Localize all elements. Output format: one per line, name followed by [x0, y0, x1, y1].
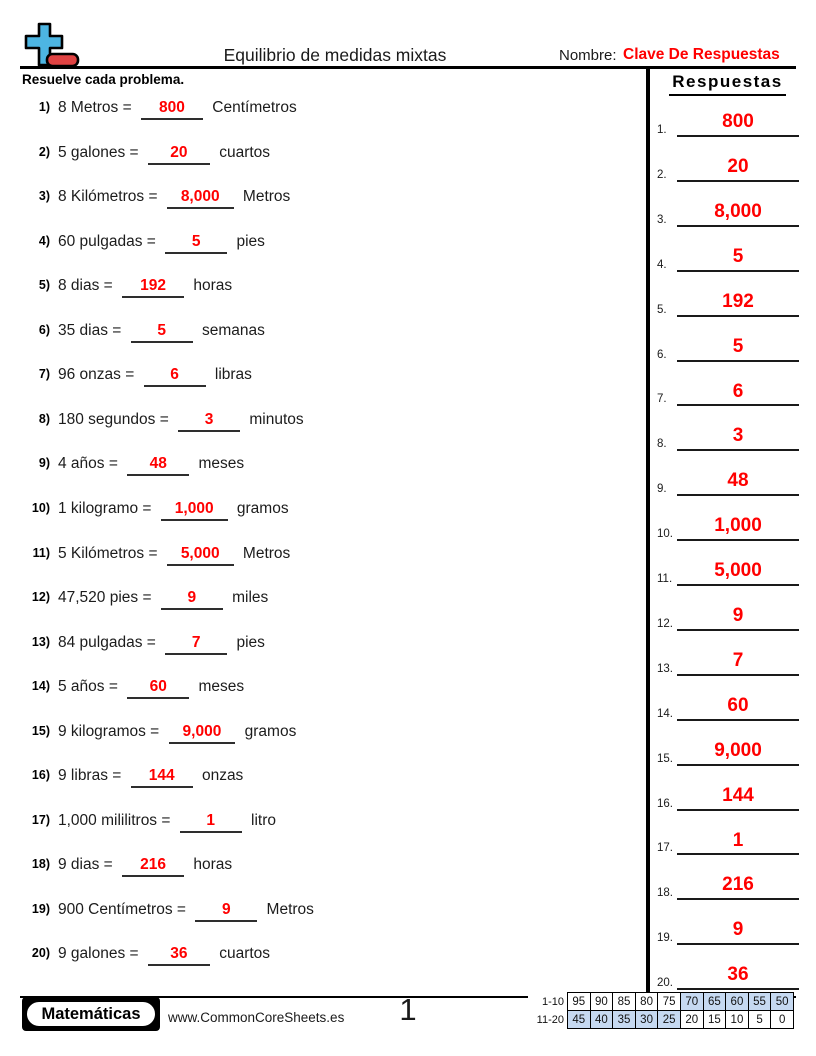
problem-text-pre: 47,520 pies =: [58, 589, 156, 607]
answer-line: [677, 337, 799, 362]
answer-line: [677, 202, 799, 227]
answer-row: [655, 546, 801, 586]
score-cell: 75: [657, 992, 681, 1011]
problem-number: 18): [31, 857, 50, 872]
answer-row: [655, 726, 801, 766]
answer-line: [677, 112, 799, 137]
answer-line: [677, 516, 799, 541]
answer-row: [655, 815, 801, 855]
score-cell: 5: [748, 1010, 772, 1029]
score-cell: 25: [657, 1010, 681, 1029]
answer-number: 18.: [657, 887, 673, 900]
answer-row: [655, 501, 801, 541]
score-cell: 90: [590, 992, 614, 1011]
problem-number: 10): [31, 500, 50, 515]
answer-number: 16.: [657, 797, 673, 810]
problem-number: 11): [32, 545, 50, 560]
answer-number: 5.: [657, 303, 667, 316]
problem-text-pre: 84 pulgadas =: [58, 633, 161, 651]
problem-number: 1): [38, 100, 50, 114]
answer-number: 12.: [657, 617, 673, 630]
answer-number: 11.: [657, 573, 673, 585]
answer-row: [655, 771, 801, 811]
answer-value: 8,000: [714, 200, 762, 222]
problem-row: [20, 634, 620, 655]
score-cell: 0: [770, 1010, 794, 1029]
problem-number: 16): [31, 768, 50, 783]
problem-answer-blank: 5: [131, 322, 193, 343]
answer-value: 5: [732, 335, 744, 357]
score-cell: 20: [680, 1010, 704, 1029]
problem-answer-blank: 144: [131, 767, 193, 788]
problem-number: 20): [31, 946, 50, 961]
score-cell: 60: [725, 992, 749, 1011]
problem-answer-blank: 9,000: [169, 723, 236, 744]
answer-number: 20.: [657, 977, 673, 990]
score-cell: 30: [635, 1010, 659, 1029]
answer-number: 8.: [657, 438, 667, 451]
score-cell: 50: [770, 992, 794, 1011]
answer-row: [655, 232, 801, 272]
score-table: [528, 993, 794, 1029]
answer-row: [655, 411, 801, 451]
score-cell: 45: [567, 1010, 591, 1029]
problem-text-pre: 5 Kilómetros =: [58, 544, 162, 562]
problem-answer-blank: 192: [122, 277, 184, 298]
problem-text-post: miles: [227, 589, 269, 607]
score-cell: 10: [725, 1010, 749, 1029]
problem-number: 5): [38, 278, 50, 293]
problem-row: [20, 366, 620, 387]
score-cell: 85: [612, 992, 636, 1011]
problem-answer-blank: 1: [180, 812, 242, 833]
problem-row: [20, 545, 620, 566]
problem-number: 12): [31, 590, 50, 605]
problem-answer-blank: 20: [148, 144, 210, 165]
answer-value: 20: [727, 156, 749, 177]
problem-answer-blank: 8,000: [167, 188, 234, 209]
answer-number: 7.: [657, 393, 667, 406]
answer-row: [655, 636, 801, 676]
problem-answer-blank: 48: [127, 455, 189, 476]
problem-row: [20, 500, 620, 521]
problem-number: 9): [38, 456, 50, 471]
score-cell: 65: [703, 992, 727, 1011]
problem-text-post: Centímetros: [207, 99, 297, 116]
answer-row: [655, 366, 801, 406]
answer-number: 4.: [657, 258, 667, 271]
answer-number: 13.: [657, 662, 673, 675]
score-row-label: 11-20: [528, 1011, 568, 1029]
problem-text-pre: 4 años =: [58, 455, 123, 473]
answer-row: [655, 860, 801, 900]
problem-text-pre: 60 pulgadas =: [58, 232, 161, 250]
problem-text-post: meses: [194, 455, 245, 473]
answer-row: [655, 905, 801, 945]
problem-row: [20, 99, 620, 120]
brand-box: [22, 997, 160, 1031]
header-divider: [20, 66, 796, 69]
answer-key-label: Clave De Respuestas: [623, 46, 780, 63]
problem-row: [20, 767, 620, 788]
problem-text-post: gramos: [240, 722, 297, 740]
answer-number: 10.: [657, 528, 673, 541]
problem-row: [20, 411, 620, 432]
answer-row: [655, 322, 801, 362]
answer-line: [677, 247, 799, 272]
answer-value: 36: [727, 964, 749, 986]
problem-text-post: minutos: [245, 410, 304, 428]
answer-line: [677, 786, 799, 811]
problem-text-post: Metros: [238, 544, 291, 562]
problem-answer-blank: 1,000: [161, 500, 228, 521]
answer-value: 800: [722, 111, 754, 133]
plus-minus-logo: [24, 21, 80, 68]
answer-number: 15.: [657, 752, 673, 765]
brand-badge: Matemáticas: [25, 1000, 157, 1028]
problem-answer-blank: 7: [165, 634, 227, 655]
problem-answer-blank: 5,000: [167, 545, 234, 566]
answer-value: 192: [722, 290, 754, 312]
problem-text-post: cuartos: [214, 945, 271, 963]
answer-value: 48: [727, 470, 749, 492]
answer-number: 1.: [657, 124, 667, 136]
score-table-row: [528, 1011, 794, 1029]
problem-number: 4): [38, 233, 50, 248]
problem-row: [20, 277, 620, 298]
answer-value: 9: [732, 919, 744, 941]
problem-text-pre: 9 dias =: [58, 856, 118, 874]
problem-text-pre: 8 dias =: [58, 277, 118, 295]
answer-row: [655, 187, 801, 227]
answer-line: [677, 831, 799, 856]
problem-text-pre: 96 onzas =: [58, 366, 139, 384]
score-cell: 55: [748, 992, 772, 1011]
problem-number: 8): [38, 411, 50, 426]
answer-line: [677, 426, 799, 451]
score-row-label: 1-10: [528, 993, 568, 1011]
answer-line: [677, 741, 799, 766]
problem-text-pre: 9 galones =: [58, 945, 143, 963]
problem-text-post: pies: [232, 633, 265, 651]
problem-text-post: semanas: [197, 321, 265, 339]
score-cell: 15: [703, 1010, 727, 1029]
problem-text-post: libras: [210, 366, 252, 384]
problem-text-pre: 8 Metros =: [58, 99, 136, 116]
answers-column-divider: [646, 68, 650, 997]
problem-number: 6): [38, 322, 50, 337]
answer-value: 7: [732, 649, 744, 671]
answer-number: 2.: [657, 168, 667, 181]
answer-number: 19.: [657, 932, 673, 945]
score-cell: 40: [590, 1010, 614, 1029]
answer-number: 14.: [657, 707, 673, 720]
problem-row: [20, 678, 620, 699]
answer-line: [677, 651, 799, 676]
score-cell: 80: [635, 992, 659, 1011]
problem-row: [20, 945, 620, 966]
answer-value: 6: [732, 380, 744, 402]
score-cell: 70: [680, 992, 704, 1011]
answer-number: 9.: [657, 483, 667, 496]
answer-number: 17.: [657, 842, 673, 855]
problem-answer-blank: 36: [148, 945, 210, 966]
answer-value: 3: [732, 425, 744, 447]
problem-text-pre: 180 segundos =: [58, 410, 174, 428]
answer-line: [677, 696, 799, 721]
problem-answer-blank: 5: [165, 233, 227, 254]
problem-number: 13): [31, 634, 50, 649]
problem-answer-blank: 3: [178, 411, 240, 432]
problem-row: [20, 188, 620, 209]
problem-text-pre: 9 kilogramos =: [58, 722, 164, 740]
problem-answer-blank: 216: [122, 856, 184, 877]
problem-row: [20, 901, 620, 922]
problem-text-pre: 9 libras =: [58, 767, 126, 785]
answer-row: [655, 681, 801, 721]
problem-text-pre: 5 años =: [58, 678, 123, 696]
answer-value: 9: [732, 605, 744, 626]
problem-text-post: meses: [194, 678, 245, 696]
problem-number: 17): [31, 812, 50, 827]
problem-text-pre: 1,000 mililitros =: [58, 811, 175, 829]
answer-line: [677, 157, 799, 182]
problem-text-pre: 900 Centímetros =: [58, 900, 191, 918]
answer-number: 3.: [657, 213, 667, 226]
instruction-text: Resuelve cada problema.: [22, 72, 185, 87]
answer-value: 216: [722, 874, 754, 896]
problem-text-post: pies: [232, 232, 265, 250]
answer-row: [655, 456, 801, 496]
problem-answer-blank: 800: [141, 99, 203, 120]
website-link[interactable]: www.CommonCoreSheets.es: [168, 1010, 345, 1025]
problem-number: 7): [38, 367, 50, 382]
score-cell: 95: [567, 992, 591, 1011]
name-label: Nombre:: [559, 47, 617, 64]
answer-row: [655, 277, 801, 317]
answer-value: 144: [722, 784, 754, 806]
problem-row: [20, 144, 620, 165]
answer-row: [655, 142, 801, 182]
answer-line: [677, 561, 799, 586]
problem-text-pre: 1 kilogramo =: [58, 499, 156, 517]
problem-text-pre: 35 dias =: [58, 321, 126, 339]
problem-text-post: Metros: [262, 900, 314, 918]
answer-line: [677, 965, 799, 990]
minus-icon: [47, 54, 78, 66]
problem-row: [20, 723, 620, 744]
page-number: 1: [399, 992, 417, 1027]
answer-line: [677, 606, 799, 631]
problem-text-post: cuartos: [214, 143, 271, 161]
score-cell: 35: [612, 1010, 636, 1029]
problem-text-pre: 5 galones =: [58, 143, 143, 161]
problem-text-post: gramos: [232, 499, 289, 517]
answer-number: 6.: [657, 348, 667, 361]
answer-line: [677, 292, 799, 317]
problem-text-post: horas: [189, 856, 233, 874]
answer-value: 60: [727, 694, 749, 716]
problem-answer-blank: 6: [144, 366, 206, 387]
problem-number: 15): [31, 723, 50, 738]
problem-answer-blank: 60: [127, 678, 189, 699]
answer-row: [655, 97, 801, 137]
problem-row: [20, 322, 620, 343]
problem-row: [20, 589, 620, 610]
problem-row: [20, 233, 620, 254]
answer-line: [677, 382, 799, 407]
problem-text-post: Metros: [238, 188, 291, 206]
problem-row: [20, 455, 620, 476]
answer-row: [655, 950, 801, 990]
problem-number: 19): [31, 901, 50, 916]
problem-number: 2): [38, 144, 50, 159]
answers-panel-header: [655, 72, 800, 96]
answer-value: 1,000: [714, 515, 762, 537]
answer-row: [655, 591, 801, 631]
problem-answer-blank: 9: [195, 901, 257, 922]
answer-line: [677, 920, 799, 945]
problem-row: [20, 856, 620, 877]
answer-value: 5: [732, 245, 744, 267]
score-table-row: [528, 993, 794, 1011]
problem-text-post: horas: [189, 277, 233, 295]
answer-value: 9,000: [714, 739, 762, 761]
problem-text-post: litro: [246, 811, 277, 829]
answer-value: 1: [732, 829, 744, 851]
problem-answer-blank: 9: [161, 589, 223, 610]
answers-panel-title: Respuestas: [669, 72, 785, 96]
problem-text-pre: 8 Kilómetros =: [58, 188, 162, 206]
answer-line: [677, 875, 799, 900]
problem-text-post: onzas: [197, 767, 244, 785]
answer-line: [677, 471, 799, 496]
problem-number: 14): [31, 679, 50, 694]
page-title: Equilibrio de medidas mixtas: [223, 45, 447, 65]
problem-row: [20, 812, 620, 833]
problem-number: 3): [38, 189, 50, 204]
answer-value: 5,000: [714, 560, 762, 582]
